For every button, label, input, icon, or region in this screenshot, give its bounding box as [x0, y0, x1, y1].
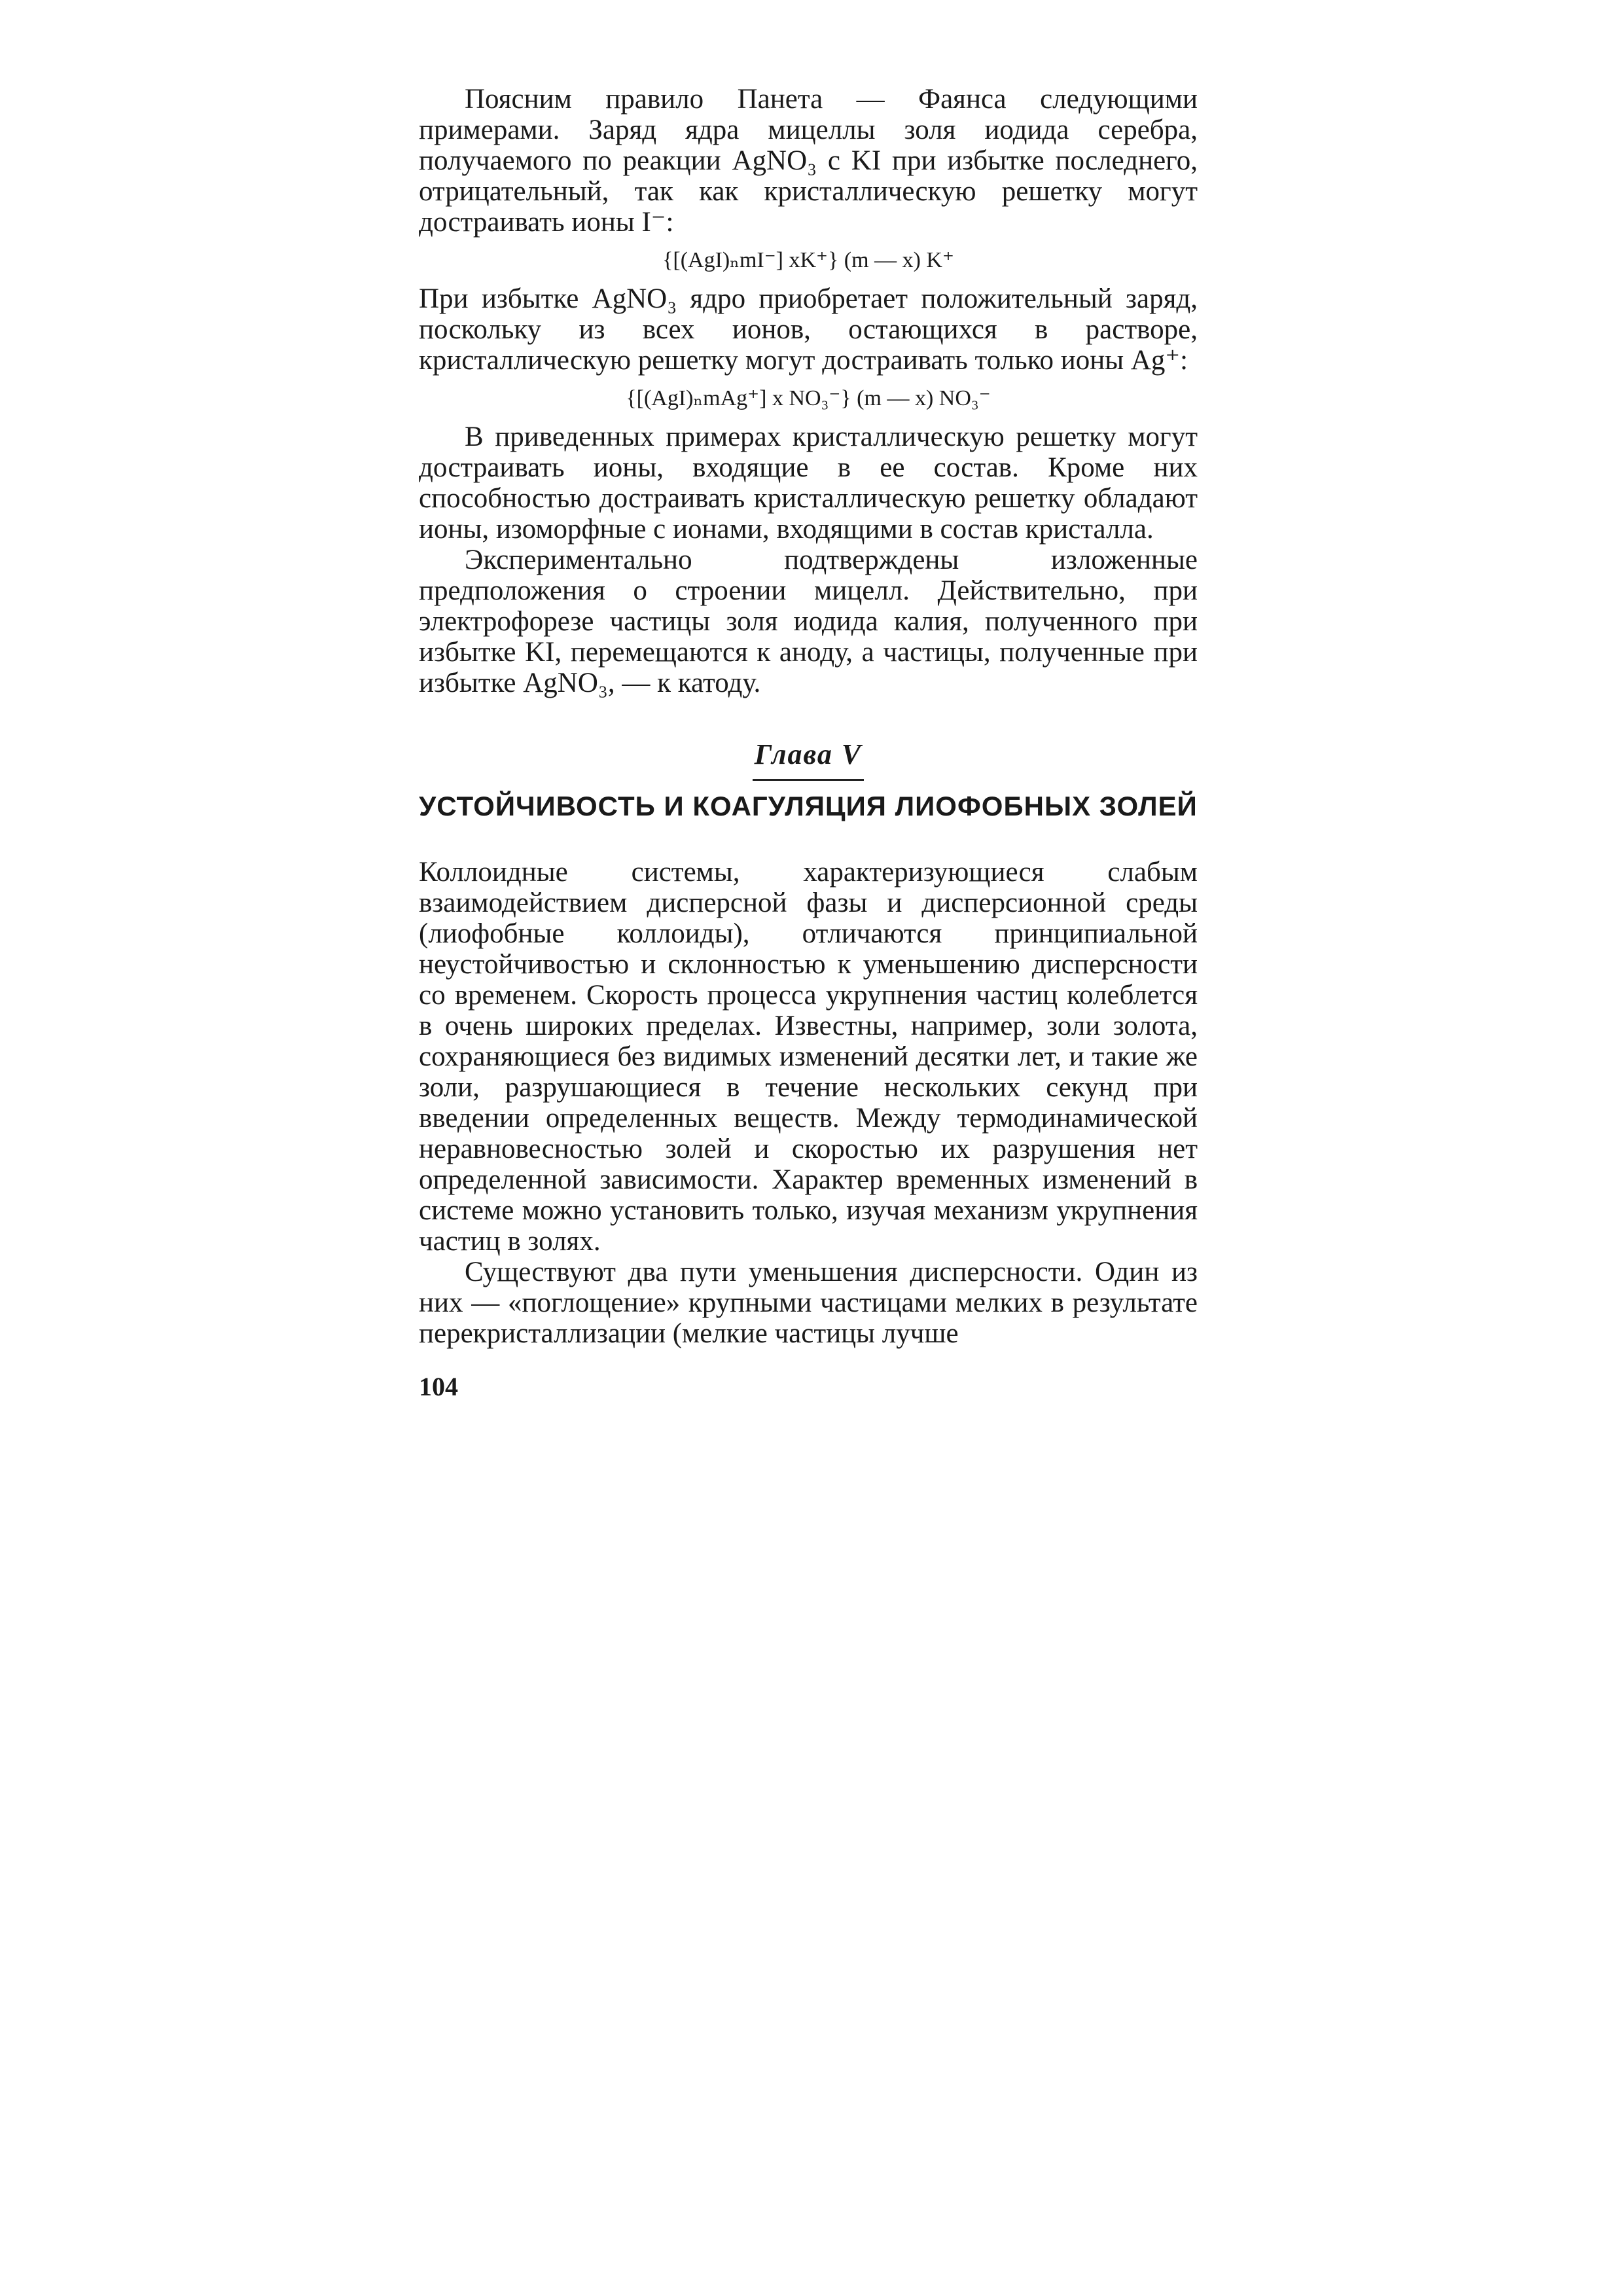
formula-micelle-iodide-excess: {[(AgI)ₙmI⁻] xK⁺} (m — x) K⁺	[662, 248, 954, 272]
formula-micelle-silver-excess: {[(AgI)ₙmAg⁺] x NO₃⁻} (m — x) NO₃⁻	[626, 386, 991, 410]
page-number: 104	[419, 1372, 458, 1401]
chapter-title: УСТОЙЧИВОСТЬ И КОАГУЛЯЦИЯ ЛИОФОБНЫХ ЗОЛЕЙ	[419, 791, 1198, 821]
chapter-divider	[753, 779, 864, 781]
chapter-label: Глава V	[754, 738, 863, 770]
paragraph-isomorphous-ions: В приведенных примерах кристаллическую решетку могут достраивать ионы, входящие в ее состав. Кроме них способностью достраивать кристаллическую решетку обладают ионы, изоморфные с ионами, входящими в состав кристалла.	[419, 422, 1198, 545]
paragraph-silver-nitrate-excess: При избытке AgNO₃ ядро приобретает положительный заряд, поскольку из всех ионов, остающихся в растворе, кристаллическую решетку могут достраивать только ионы Ag⁺:	[419, 283, 1198, 376]
paragraph-lyophobic-colloids: Коллоидные системы, характеризующиеся слабым взаимодействием дисперсной фазы и дисперсионной среды (лиофобные коллоиды), отличаются принципиальной неустойчивостью и склонностью к уменьшению дисперсности со временем. Скорость процесса укрупнения частиц колеблется в очень широких пределах. Известны, например, золи золота, сохраняющиеся без видимых изменений десятки лет, и такие же золи, разрушающиеся в течение нескольких секунд при введении определенных веществ. Между термодинамической неравновесностью золей и скоростью их разрушения нет определенной зависимости. Характер временных изменений в системе можно установить только, изучая механизм укрупнения частиц в золях.	[419, 857, 1198, 1257]
paragraph-electrophoresis: Экспериментально подтверждены изложенные предположения о строении мицелл. Действительно, при электрофорезе частицы золя иодида калия, полученного при избытке KI, перемещаются к аноду, а частицы, полученные при избытке AgNO₃, — к катоду.	[419, 545, 1198, 698]
paragraph-paneth-fajans-examples: Поясним правило Панета — Фаянса следующими примерами. Заряд ядра мицеллы золя иодида серебра, получаемого по реакции AgNO₃ с KI при избытке последнего, отрицательный, так как кристаллическую решетку могут достраивать ионы I⁻:	[419, 84, 1198, 238]
book-page	[419, 84, 1198, 1402]
paragraph-dispersity-reduction: Существуют два пути уменьшения дисперсности. Один из них — «поглощение» крупными частицами мелких в результате перекристаллизации (мелкие частицы лучше	[419, 1257, 1198, 1349]
